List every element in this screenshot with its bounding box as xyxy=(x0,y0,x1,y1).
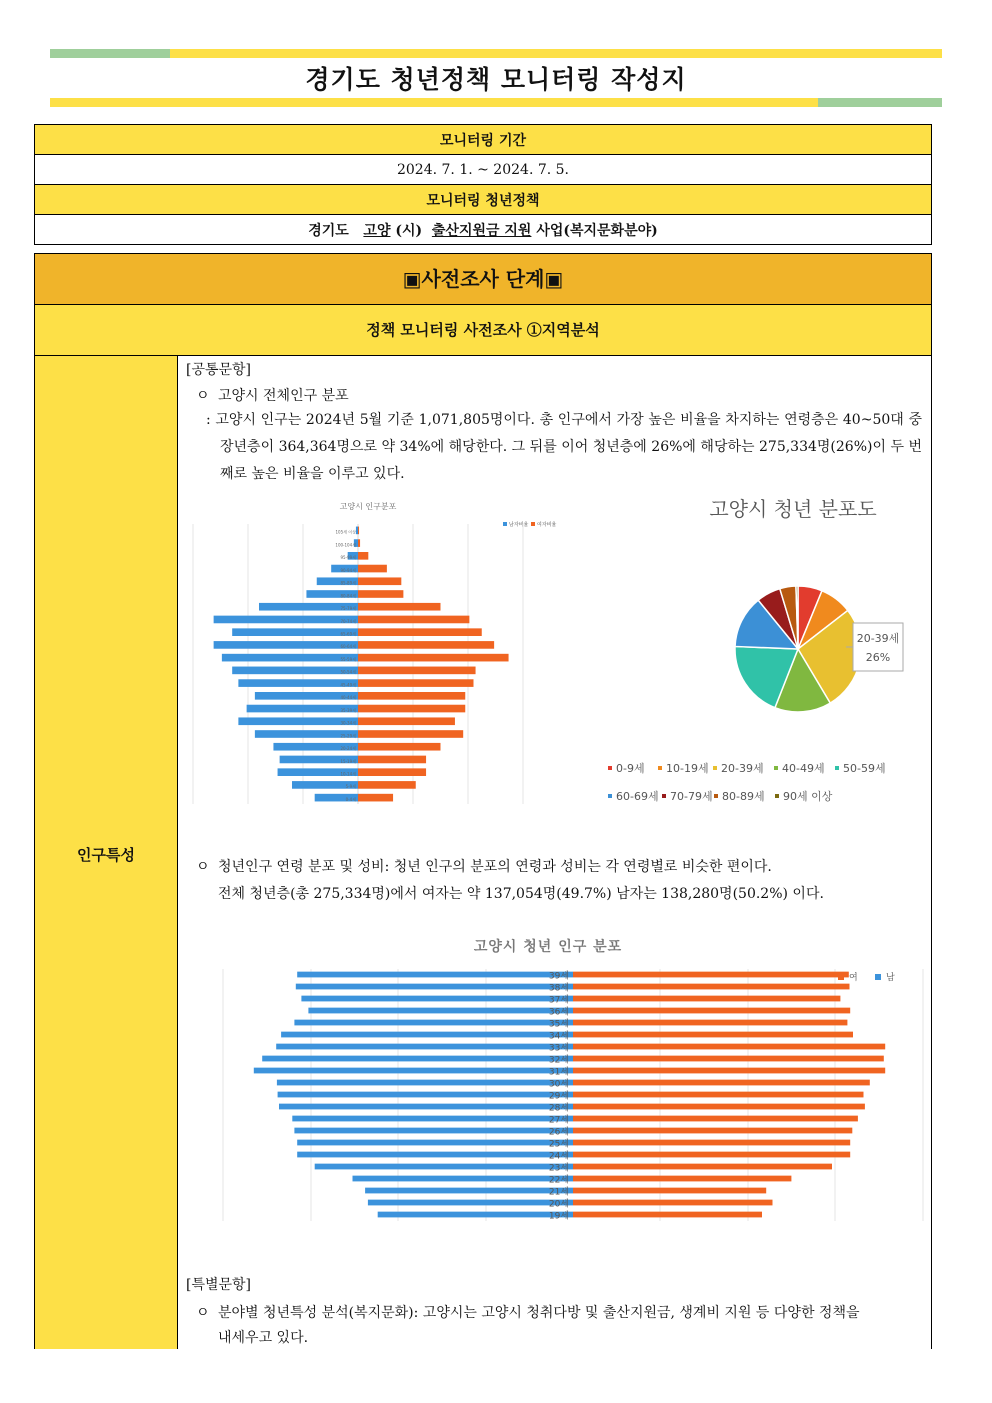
pyramid-male-bar xyxy=(214,641,358,649)
section-title: 정책 모니터링 사전조사 ①지역분석 xyxy=(35,305,931,356)
pie-title: 고양시 청년 분포도 xyxy=(709,497,877,521)
pyramid-tick-label: 55-59세 xyxy=(340,656,356,662)
title-bar-top-green xyxy=(50,49,170,58)
youth-male-bar xyxy=(277,1080,573,1086)
youth-tick-label: 36세 xyxy=(548,1007,570,1018)
item3-bullet: ㅇ xyxy=(196,1305,210,1321)
youth-male-bar xyxy=(279,1104,573,1110)
pyramid-female-bar xyxy=(358,717,455,725)
youth-female-bar xyxy=(573,1128,852,1134)
youth-female-bar xyxy=(573,1080,870,1086)
pyramid-tick-label: 90-94세 xyxy=(340,567,356,573)
youth-female-bar xyxy=(573,972,849,978)
pie-legend-label: 40-49세 xyxy=(782,762,825,775)
pyramid-tick-label: 10-14세 xyxy=(340,771,356,777)
youth-female-bar xyxy=(573,996,840,1002)
pyramid-female-bar xyxy=(358,552,368,560)
youth-tick-label: 30세 xyxy=(548,1079,570,1090)
item2-bullet: ㅇ xyxy=(196,859,210,875)
youth-tick-label: 24세 xyxy=(548,1151,570,1162)
item1-heading: 고양시 전체인구 분포 xyxy=(218,388,349,404)
pyramid-male-bar xyxy=(232,667,358,675)
pyramid-tick-label: 60-64세 xyxy=(340,644,356,650)
pyramid-female-bar xyxy=(358,539,360,547)
policy-city: 고양 xyxy=(363,222,391,239)
youth-female-bar xyxy=(573,1116,858,1122)
youth-tick-label: 33세 xyxy=(548,1043,570,1054)
youth-male-bar xyxy=(254,1068,573,1074)
population-pyramid-chart xyxy=(188,496,568,816)
youth-female-bar xyxy=(573,1176,791,1182)
youth-tick-label: 21세 xyxy=(548,1187,570,1198)
youth-legend-female: 여 xyxy=(849,973,858,983)
stage-title: ▣사전조사 단계▣ xyxy=(35,254,931,305)
youth-male-bar xyxy=(297,1140,573,1146)
policy-prefix: 경기도 xyxy=(308,222,349,239)
item3-line1: 분야별 청년특성 분석(복지문화): 고양시는 고양시 청취다방 및 출산지원금, 생계비 지원 등 다양한 정책을 xyxy=(218,1305,860,1321)
pie-legend-swatch xyxy=(775,794,779,798)
pie-legend-swatch xyxy=(662,794,666,798)
pyramid-tick-label: 25-29세 xyxy=(340,733,356,739)
pie-legend-label: 70-79세 xyxy=(670,790,713,803)
pie-legend-label: 0-9세 xyxy=(616,762,645,775)
youth-tick-label: 27세 xyxy=(548,1115,570,1126)
special-label: [특별문항] xyxy=(186,1277,252,1293)
pyramid-tick-label: 95-99세 xyxy=(340,555,356,561)
pie-callout-label: 20-39세 xyxy=(856,632,900,645)
period-label: 모니터링 기간 xyxy=(35,125,932,155)
pyramid-female-bar xyxy=(358,667,476,675)
pyramid-female-bar xyxy=(358,590,403,598)
pyramid-female-bar xyxy=(358,794,393,802)
item2-line1: 청년인구 연령 분포 및 성비: 청년 인구의 분포의 연령과 성비는 각 연령별로 비슷한 편이다. xyxy=(218,859,772,875)
pyramid-legend-female-swatch xyxy=(531,522,535,526)
pie-legend xyxy=(608,761,886,803)
pyramid-male-bar xyxy=(222,654,358,662)
pyramid-female-bar xyxy=(358,527,359,535)
period-value: 2024. 7. 1. ~ 2024. 7. 5. xyxy=(35,155,932,185)
youth-distribution-pie-chart xyxy=(616,486,938,836)
youth-female-bar xyxy=(573,1140,850,1146)
pyramid-title: 고양시 인구분포 xyxy=(339,502,397,511)
pyramid-female-bar xyxy=(358,641,494,649)
youth-female-bar xyxy=(573,1044,885,1050)
pyramid-female-bar xyxy=(358,743,441,751)
youth-tick-label: 35세 xyxy=(548,1019,570,1030)
title-bar-bottom-yellow xyxy=(50,98,818,107)
pre-research-section xyxy=(34,253,932,1349)
pyramid-legend xyxy=(503,521,556,528)
youth-female-bar xyxy=(573,1068,885,1074)
pyramid-female-bar xyxy=(358,616,469,624)
youth-tick-label: 38세 xyxy=(548,983,570,994)
pyramid-tick-label: 20-24세 xyxy=(340,746,356,752)
pyramid-male-bar xyxy=(214,616,358,624)
pyramid-female-bar xyxy=(358,692,465,700)
pyramid-tick-label: 15-19세 xyxy=(340,758,356,764)
youth-female-bar xyxy=(573,1092,864,1098)
item1-bullet: ㅇ xyxy=(196,388,210,404)
pyramid-tick-label: 0-4세 xyxy=(345,796,356,802)
youth-tick-label: 20세 xyxy=(548,1199,570,1210)
pie-legend-label: 10-19세 xyxy=(666,762,709,775)
pie-legend-label: 20-39세 xyxy=(721,762,764,775)
youth-male-bar xyxy=(308,1008,573,1014)
pyramid-female-bar xyxy=(358,679,474,687)
youth-female-bar xyxy=(573,1032,853,1038)
common-label: [공통문항] xyxy=(186,362,252,378)
pie-legend-swatch xyxy=(608,766,612,770)
pyramid-tick-label: 80-84세 xyxy=(340,593,356,599)
youth-female-bar xyxy=(573,1164,832,1170)
youth-tick-label: 34세 xyxy=(548,1031,570,1042)
pyramid-tick-label: 30-34세 xyxy=(340,720,356,726)
pie-legend-swatch xyxy=(835,766,839,770)
youth-female-bar xyxy=(573,1020,847,1026)
pie-slices xyxy=(735,586,903,712)
pie-legend-label: 80-89세 xyxy=(722,790,765,803)
pyramid-tick-label: 50-54세 xyxy=(340,669,356,675)
youth-tick-label: 26세 xyxy=(548,1127,570,1138)
pie-legend-label: 90세 이상 xyxy=(783,790,833,803)
youth-male-bar xyxy=(301,996,573,1002)
youth-tick-label: 28세 xyxy=(548,1103,570,1114)
pyramid-tick-label: 5-9세 xyxy=(345,784,356,790)
youth-chart-title: 고양시 청년 인구 분포 xyxy=(473,939,623,955)
youth-male-bar xyxy=(368,1200,573,1206)
youth-male-bar xyxy=(378,1212,573,1218)
pyramid-tick-label: 45-49세 xyxy=(340,682,356,688)
item3-line2: 내세우고 있다. xyxy=(218,1330,309,1346)
title-bar-top-yellow xyxy=(170,49,942,58)
youth-female-bar xyxy=(573,1200,773,1206)
pie-legend-label: 60-69세 xyxy=(616,790,659,803)
pyramid-legend-male-swatch xyxy=(503,522,507,526)
pie-legend-swatch xyxy=(713,766,717,770)
pyramid-tick-label: 70-74세 xyxy=(340,618,356,624)
pyramid-female-bar xyxy=(358,781,416,789)
pyramid-female-bar xyxy=(358,768,426,776)
youth-female-bar xyxy=(573,1008,850,1014)
pyramid-tick-label: 105세 이상 xyxy=(335,529,356,535)
youth-male-bar xyxy=(294,1020,573,1026)
youth-male-bar xyxy=(365,1188,573,1194)
youth-legend-male: 남 xyxy=(886,973,895,983)
youth-female-bar xyxy=(573,1188,766,1194)
pyramid-female-bar xyxy=(358,577,401,585)
row-label-cell xyxy=(35,356,178,1349)
youth-male-bar xyxy=(292,1116,573,1122)
youth-legend-male-swatch xyxy=(875,974,881,980)
pyramid-tick-label: 100-104세 xyxy=(335,542,356,548)
youth-tick-label: 23세 xyxy=(548,1163,570,1174)
pyramid-bars xyxy=(193,524,523,804)
youth-female-bar xyxy=(573,1212,762,1218)
pyramid-tick-label: 75-79세 xyxy=(340,606,356,612)
youth-female-bar xyxy=(573,1056,884,1062)
monitoring-info-table xyxy=(34,124,932,245)
pyramid-tick-label: 65-69세 xyxy=(340,631,356,637)
youth-tick-label: 31세 xyxy=(548,1067,570,1078)
youth-tick-label: 37세 xyxy=(548,995,570,1006)
youth-female-bar xyxy=(573,984,850,990)
youth-tick-label: 32세 xyxy=(548,1055,570,1066)
pie-legend-swatch xyxy=(658,766,662,770)
pyramid-legend-female: 여자비율 xyxy=(537,522,557,528)
pyramid-tick-label: 40-44세 xyxy=(340,695,356,701)
content-cell xyxy=(178,356,931,1349)
pyramid-female-bar xyxy=(358,654,509,662)
pie-legend-swatch xyxy=(774,766,778,770)
policy-suffix: 사업(복지문화분야) xyxy=(536,222,658,239)
youth-tick-label: 29세 xyxy=(548,1091,570,1102)
document-title: 경기도 청년정책 모니터링 작성지 xyxy=(305,65,687,94)
pyramid-legend-male: 남자비율 xyxy=(509,522,529,528)
youth-male-bar xyxy=(296,984,573,990)
row-label: 인구특성 xyxy=(77,846,135,864)
youth-male-bar xyxy=(315,1164,573,1170)
youth-population-chart xyxy=(198,931,918,1251)
pyramid-tick-label: 35-39세 xyxy=(340,707,356,713)
youth-female-bar xyxy=(573,1104,865,1110)
policy-value xyxy=(35,215,932,245)
youth-male-bar xyxy=(353,1176,574,1182)
youth-male-bar xyxy=(262,1056,573,1062)
youth-male-bar xyxy=(297,1152,573,1158)
pie-legend-swatch xyxy=(714,794,718,798)
pyramid-male-bar xyxy=(356,527,358,535)
pyramid-tick-label: 85-89세 xyxy=(340,580,356,586)
item2-line2: 전체 청년층(총 275,334명)에서 여자는 약 137,054명(49.7%) 남자는 138,280명(50.2%) 이다. xyxy=(218,886,824,902)
youth-tick-label: 22세 xyxy=(548,1175,570,1186)
youth-male-bar xyxy=(297,972,573,978)
policy-label: 모니터링 청년정책 xyxy=(35,185,932,215)
pyramid-female-bar xyxy=(358,730,463,738)
youth-male-bar xyxy=(276,1044,573,1050)
pie-callout-value: 26% xyxy=(865,651,891,664)
youth-male-bar xyxy=(278,1092,573,1098)
pyramid-female-bar xyxy=(358,628,482,636)
youth-tick-label: 25세 xyxy=(548,1139,570,1150)
youth-female-bar xyxy=(573,1152,850,1158)
policy-name: 출산지원금 지원 xyxy=(431,222,532,239)
pyramid-female-bar xyxy=(358,603,441,611)
youth-male-bar xyxy=(281,1032,573,1038)
pie-legend-label: 50-59세 xyxy=(843,762,886,775)
youth-tick-label: 39세 xyxy=(548,971,570,982)
youth-chart-bars xyxy=(223,969,923,1221)
pyramid-female-bar xyxy=(358,565,387,573)
pie-legend-swatch xyxy=(608,794,612,798)
pyramid-male-bar xyxy=(232,628,358,636)
youth-male-bar xyxy=(294,1128,573,1134)
policy-city-suffix: (시) xyxy=(395,222,423,239)
pyramid-female-bar xyxy=(358,756,426,764)
pyramid-female-bar xyxy=(358,705,465,713)
item1-text: : 고양시 인구는 2024년 5월 기준 1,071,805명이다. 총 인구에서 가장 높은 비율을 차지하는 연령층은 40~50대 중장년층이 364,364명으로 약 34%에 해당한다. 그 뒤를 이어 청년층에 26%에 해당하는 275,334명(26%)이 두 번째로 높은 비율을 이루고 있다. xyxy=(206,412,922,482)
title-bar-bottom-green xyxy=(818,98,942,107)
youth-tick-label: 19세 xyxy=(548,1211,570,1222)
